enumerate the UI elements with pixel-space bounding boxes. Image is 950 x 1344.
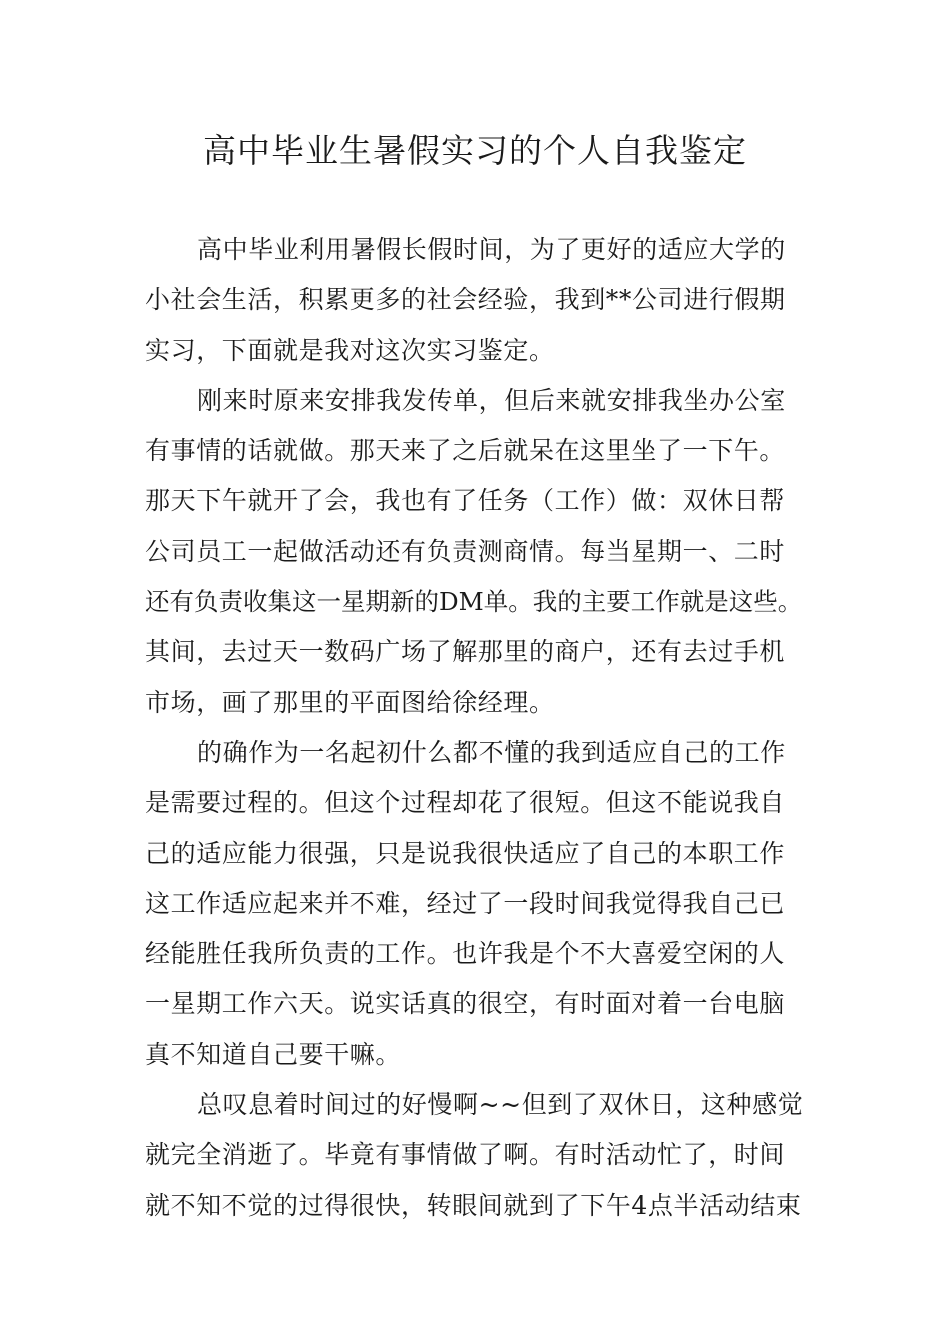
document-body — [145, 225, 825, 1231]
paragraph-line: 总叹息着时间过的好慢啊~~但到了双休日，这种感觉 — [197, 1090, 804, 1120]
paragraph-line: 一星期工作六天。说实话真的很空，有时面对着一台电脑 — [145, 989, 786, 1019]
paragraph-line: 的确作为一名起初什么都不懂的我到适应自己的工作 — [197, 737, 786, 767]
paragraph-line: 那天下午就开了会，我也有了任务（工作）做：双休日帮 — [145, 486, 786, 516]
paragraph-line: 高中毕业利用暑假长假时间，为了更好的适应大学的 — [197, 235, 786, 264]
paragraph-line: 经能胜任我所负责的工作。也许我是个不大喜爱空闲的人 — [145, 939, 786, 969]
paragraph-line: 这工作适应起来并不难，经过了一段时间我觉得我自己已 — [145, 888, 786, 918]
document-title: 高中毕业生暑假实习的个人自我鉴定 — [203, 131, 747, 170]
paragraph-line: 小社会生活，积累更多的社会经验，我到**公司进行假期 — [145, 285, 786, 315]
paragraph-line: 就不知不觉的过得很快，转眼间就到了下午4点半活动结束 — [145, 1190, 802, 1220]
paragraph-line: 是需要过程的。但这个过程却花了很短。但这不能说我自 — [145, 788, 786, 818]
paragraph-line: 还有负责收集这一星期新的DM单。我的主要工作就是这些。 — [145, 587, 803, 617]
paragraph-line: 刚来时原来安排我发传单，但后来就安排我坐办公室 — [197, 385, 786, 415]
paragraph-line: 公司员工一起做活动还有负责测商情。每当星期一、二时 — [145, 536, 786, 566]
paragraph-line: 己的适应能力很强，只是说我很快适应了自己的本职工作 — [145, 838, 786, 868]
paragraph-line: 真不知道自己要干嘛。 — [145, 1039, 402, 1069]
paragraph-line: 实习，下面就是我对这次实习鉴定。 — [145, 335, 555, 365]
paragraph-line: 有事情的话就做。那天来了之后就呆在这里坐了一下午。 — [145, 436, 786, 466]
paragraph-line: 市场，画了那里的平面图给徐经理。 — [145, 687, 555, 717]
paragraph-line: 其间，去过天一数码广场了解那里的商户，还有去过手机 — [145, 637, 786, 667]
paragraph-line: 就完全消逝了。毕竟有事情做了啊。有时活动忙了，时间 — [145, 1140, 786, 1170]
